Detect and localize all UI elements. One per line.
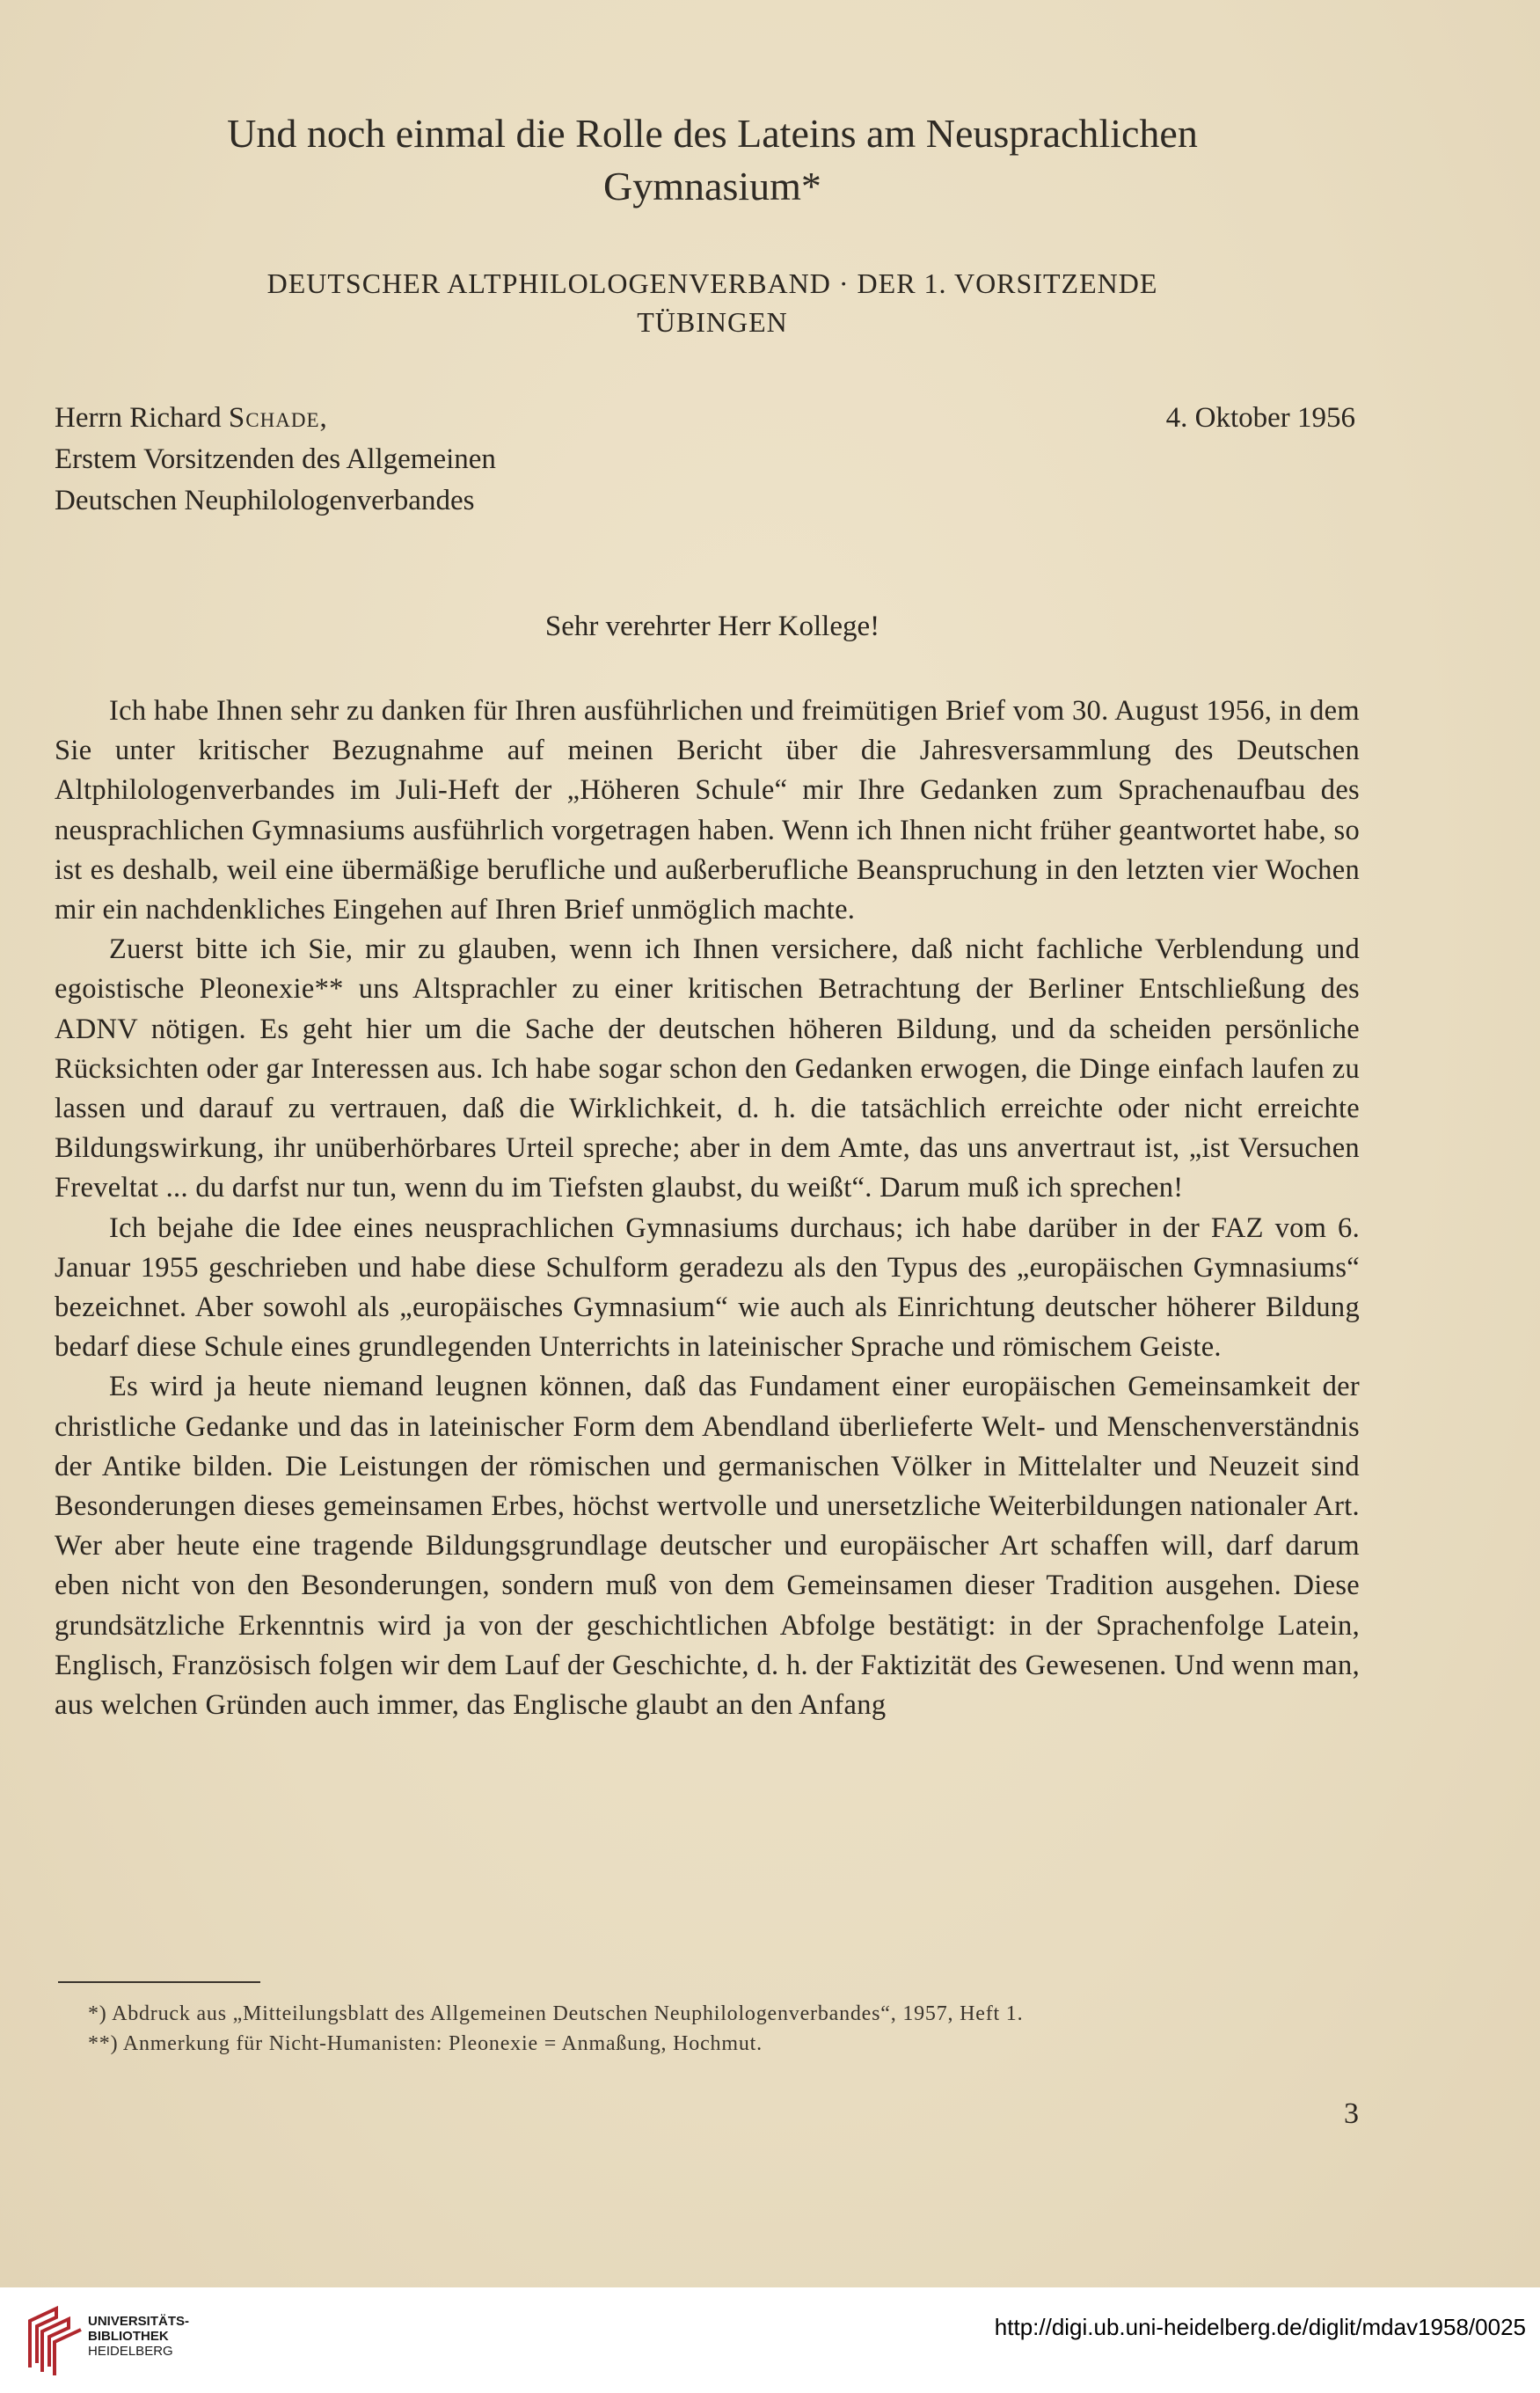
letterhead [53, 264, 1372, 341]
university-library-logo-icon [21, 2302, 91, 2381]
paragraph: Ich bejahe die Idee eines neusprachlichen Gymnasiums durchaus; ich habe darüber in der FAZ vom 6. Januar 1955 geschrieben und habe diese Schulform geradezu als den Typus des „europäischen Gymnasiums“ bezeichnet. Aber sowohl als „europäisches Gymnasium“ wie auch als Einrichtung deutscher höherer Bildung bedarf diese Schule eines grundlegenden Unterrichts in lateinischer Sprache und römischem Geiste. [55, 1211, 1360, 1364]
permalink-url[interactable]: http://digi.ub.uni-heidelberg.de/diglit/mdav1958/0025 [994, 2314, 1526, 2340]
footnote-2: **) Anmerkung für Nicht-Humanisten: Pleonexie = Anmaßung, Hochmut. [88, 2032, 763, 2055]
library-footer [0, 2287, 1540, 2393]
recipient-line-3: Deutschen Neuphilologenverbandes [55, 485, 475, 516]
paragraph: Es wird ja heute niemand leugnen können, daß das Fundament einer europäischen Gemeinsamkeit der christliche Gedanke und das in lateinischer Form dem Abendland überlieferte Welt- und Menschenverständnis der Antike bilden. Die Leistungen der römischen und germanischen Völker in Mittelalter und Neuzeit sind Besonderungen dieses gemeinsamen Erbes, höchst wertvolle und unersetzliche Weiterbildungen nationaler Art. Wer aber heute eine tragende Bildungsgrundlage deutscher und europäischer Art schaffen will, darf darum eben nicht von den Besonderungen, sondern muß von dem Gemeinsamen dieser Tradition ausgehen. Diese grundsätzliche Erkenntnis wird ja von der geschichtlichen Abfolge bestätigt: in der Sprachenfolge Latein, Englisch, Französisch folgen wir dem Lauf der Geschichte, d. h. der Faktizität des Gewesenen. Und wenn man, aus welchen Gründen auch immer, das Englische glaubt an den Anfang [55, 1371, 1360, 1722]
paragraph: Zuerst bitte ich Sie, mir zu glauben, wenn ich Ihnen versichere, daß nicht fachliche Verblendung und egoistische Pleonexie** uns Altsprachler zu einer kritischen Betrachtung der Berliner Entschließung des ADNV nötigen. Es geht hier um die Sache der deutschen höheren Bildung, und da scheiden persönliche Rücksichten oder gar Interessen aus. Ich habe sogar schon den Gedanken erwogen, die Dinge einfach laufen zu lassen und darauf zu vertrauen, daß die Wirklichkeit, d. h. die tatsächlich erreichte oder nicht erreichte Bildungswirkung, ihr unüberhörbares Urteil spreche; aber in dem Amte, das uns anvertraut ist, „ist Versuchen Freveltat ... du darfst nur tun, wenn du im Tiefsten glaubst, du weißt“. Darum muß ich sprechen! [55, 933, 1360, 1204]
paragraph: Ich habe Ihnen sehr zu danken für Ihren ausführlichen und freimütigen Brief vom 30. August 1956, in dem Sie unter kritischer Bezugnahme auf meinen Bericht über die Jahresversammlung des Deutschen Altphilologenverbandes im Juli-Heft der „Höheren Schule“ mir Ihre Gedanken zum Sprachenaufbau des neusprachlichen Gymnasiums ausführlich vorgetragen haben. Wenn ich Ihnen nicht früher geantwortet habe, so ist es deshalb, weil eine übermäßige berufliche und außerberufliche Beanspruchung in den letzten vier Wochen mir ein nachdenkliches Eingehen auf Ihren Brief unmöglich machte. [55, 695, 1360, 926]
article-title [53, 107, 1372, 213]
recipient-suffix: , [319, 402, 327, 434]
library-name [88, 2314, 189, 2359]
recipient-line-2: Erstem Vorsitzenden des Allgemeinen [55, 443, 496, 475]
letter-date: 4. Oktober 1956 [1165, 402, 1355, 434]
library-name-line-1: UNIVERSITÄTS- [88, 2314, 190, 2329]
footnotes [88, 1999, 1354, 2059]
recipient-address [55, 398, 496, 522]
footnote-1: *) Abdruck aus „Mitteilungsblatt des Allgemeinen Deutschen Neuphilologenverbandes“, 1957, Heft 1. [88, 2002, 1024, 2025]
recipient-prefix: Herrn Richard [55, 402, 229, 434]
footnote-divider [58, 1981, 260, 1983]
library-name-line-2: BIBLIOTHEK [88, 2329, 169, 2344]
library-name-line-3: HEIDELBERG [88, 2344, 173, 2359]
recipient-surname: Schade [228, 402, 320, 434]
letter-body [55, 692, 1360, 1725]
article-title-line-2: Gymnasium* [603, 164, 821, 209]
page-number: 3 [1344, 2097, 1359, 2130]
recipient-name [55, 398, 496, 439]
salutation: Sehr verehrter Herr Kollege! [544, 611, 880, 642]
letterhead-line-2: TÜBINGEN [637, 306, 788, 338]
article-title-line-1: Und noch einmal die Rolle des Lateins am Neusprachlichen [227, 111, 1198, 156]
letterhead-line-1: DEUTSCHER ALTPHILOLOGENVERBAND · DER 1. VORSITZENDE [266, 267, 1158, 299]
